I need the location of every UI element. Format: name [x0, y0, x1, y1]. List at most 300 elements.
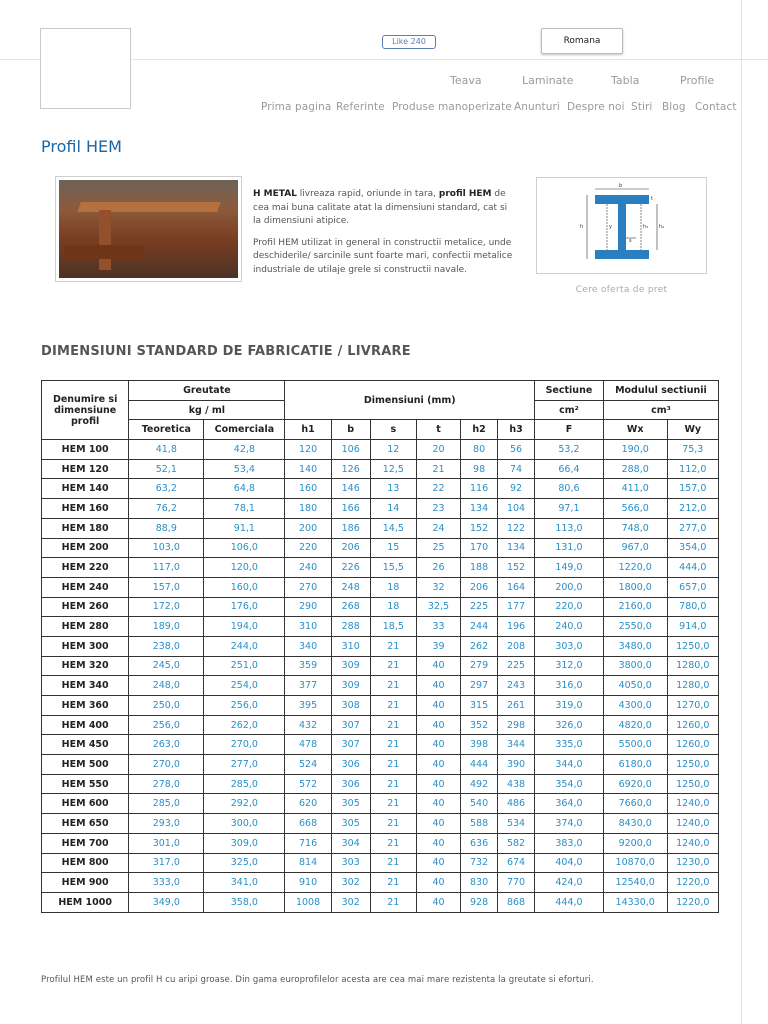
page-title: Profil HEM [41, 137, 122, 156]
header-weight: Greutate [129, 381, 285, 401]
table-cell: 18 [370, 577, 416, 597]
table-cell: 4820,0 [603, 715, 667, 735]
table-cell: 1250,0 [667, 774, 718, 794]
nav-despre-noi[interactable]: Despre noi [567, 101, 625, 113]
table-cell: 620 [285, 794, 331, 814]
table-cell: 78,1 [204, 499, 285, 519]
table-cell: 278,0 [129, 774, 204, 794]
table-cell: 251,0 [204, 656, 285, 676]
nav-anunturi[interactable]: Anunturi [514, 101, 560, 113]
diagram-label-h3: h₃ [643, 224, 649, 230]
table-cell: 716 [285, 833, 331, 853]
profile-name-cell: HEM 180 [42, 518, 129, 538]
table-cell: 830 [461, 873, 498, 893]
table-body [42, 440, 719, 913]
table-cell: 131,0 [535, 538, 604, 558]
table-cell: 374,0 [535, 814, 604, 834]
table-cell: 146 [331, 479, 370, 499]
table-cell: 534 [498, 814, 535, 834]
table-cell: 309 [331, 676, 370, 696]
profile-name-cell: HEM 220 [42, 558, 129, 578]
table-cell: 21 [370, 833, 416, 853]
table-cell: 15 [370, 538, 416, 558]
table-cell: 97,1 [535, 499, 604, 519]
table-cell: 120 [285, 440, 331, 460]
profile-name-cell: HEM 100 [42, 440, 129, 460]
profile-name-cell: HEM 400 [42, 715, 129, 735]
table-cell: 254,0 [204, 676, 285, 696]
profile-name-cell: HEM 260 [42, 597, 129, 617]
table-cell: 780,0 [667, 597, 718, 617]
header-section-unit: cm² [535, 400, 604, 420]
table-cell: 8430,0 [603, 814, 667, 834]
profile-name-cell: HEM 160 [42, 499, 129, 519]
table-cell: 303,0 [535, 636, 604, 656]
profile-name-cell: HEM 500 [42, 755, 129, 775]
table-cell: 2550,0 [603, 617, 667, 637]
table-cell: 270,0 [129, 755, 204, 775]
table-cell: 1260,0 [667, 735, 718, 755]
table-cell: 40 [416, 676, 460, 696]
table-cell: 344,0 [535, 755, 604, 775]
table-cell: 80 [461, 440, 498, 460]
table-cell: 157,0 [667, 479, 718, 499]
intro-text [253, 188, 515, 285]
table-cell: 18 [370, 597, 416, 617]
table-cell: 636 [461, 833, 498, 853]
table-cell: 657,0 [667, 577, 718, 597]
table-cell: 21 [370, 853, 416, 873]
table-cell: 3800,0 [603, 656, 667, 676]
table-cell: 18,5 [370, 617, 416, 637]
section-title: DIMENSIUNI STANDARD DE FABRICATIE / LIVRARE [41, 344, 411, 359]
table-cell: 1230,0 [667, 853, 718, 873]
table-cell: 914,0 [667, 617, 718, 637]
table-row [42, 696, 719, 716]
table-row [42, 833, 719, 853]
table-cell: 140 [285, 459, 331, 479]
table-row [42, 755, 719, 775]
table-cell: 32 [416, 577, 460, 597]
table-cell: 309,0 [204, 833, 285, 853]
table-cell: 1240,0 [667, 833, 718, 853]
table-cell: 302 [331, 873, 370, 893]
profile-name-cell: HEM 450 [42, 735, 129, 755]
table-cell: 20 [416, 440, 460, 460]
table-cell: 770 [498, 873, 535, 893]
table-cell: 298 [498, 715, 535, 735]
column-header: s [370, 420, 416, 440]
table-cell: 53,2 [535, 440, 604, 460]
table-cell: 285,0 [129, 794, 204, 814]
table-cell: 24 [416, 518, 460, 538]
table-cell: 566,0 [603, 499, 667, 519]
nav-laminate[interactable]: Laminate [522, 74, 574, 87]
table-cell: 290 [285, 597, 331, 617]
table-cell: 103,0 [129, 538, 204, 558]
column-header: F [535, 420, 604, 440]
table-cell: 157,0 [129, 577, 204, 597]
table-cell: 14,5 [370, 518, 416, 538]
table-row [42, 617, 719, 637]
table-cell: 1008 [285, 892, 331, 912]
table-cell: 14 [370, 499, 416, 519]
profile-name-cell: HEM 550 [42, 774, 129, 794]
table-cell: 134 [461, 499, 498, 519]
table-cell: 478 [285, 735, 331, 755]
table-cell: 306 [331, 755, 370, 775]
diagram-label-h: h [580, 224, 584, 230]
nav-prima-pagina[interactable]: Prima pagina [261, 101, 332, 113]
table-cell: 309 [331, 656, 370, 676]
table-cell: 359 [285, 656, 331, 676]
table-row [42, 499, 719, 519]
table-cell: 98 [461, 459, 498, 479]
header-modulus: Modulul sectiunii [603, 381, 718, 401]
table-cell: 21 [370, 636, 416, 656]
table-cell: 390 [498, 755, 535, 775]
table-cell: 340 [285, 636, 331, 656]
table-cell: 303 [331, 853, 370, 873]
table-cell: 220,0 [535, 597, 604, 617]
diagram-label-y: y [609, 224, 612, 230]
table-row [42, 873, 719, 893]
table-cell: 106 [331, 440, 370, 460]
table-cell: 268 [331, 597, 370, 617]
table-cell: 1260,0 [667, 715, 718, 735]
table-cell: 285,0 [204, 774, 285, 794]
table-cell: 305 [331, 794, 370, 814]
table-cell: 39 [416, 636, 460, 656]
table-cell: 245,0 [129, 656, 204, 676]
table-cell: 1240,0 [667, 794, 718, 814]
table-cell: 212,0 [667, 499, 718, 519]
table-cell: 152 [461, 518, 498, 538]
table-cell: 325,0 [204, 853, 285, 873]
table-cell: 335,0 [535, 735, 604, 755]
table-cell: 524 [285, 755, 331, 775]
table-cell: 200 [285, 518, 331, 538]
table-cell: 112,0 [667, 459, 718, 479]
table-cell: 42,8 [204, 440, 285, 460]
table-cell: 126 [331, 459, 370, 479]
table-cell: 748,0 [603, 518, 667, 538]
table-cell: 582 [498, 833, 535, 853]
table-cell: 319,0 [535, 696, 604, 716]
profile-name-cell: HEM 240 [42, 577, 129, 597]
table-cell: 23 [416, 499, 460, 519]
table-cell: 40 [416, 814, 460, 834]
table-cell: 186 [331, 518, 370, 538]
brand-name: H METAL [253, 189, 297, 199]
table-cell: 814 [285, 853, 331, 873]
table-cell: 444,0 [535, 892, 604, 912]
table-cell: 364,0 [535, 794, 604, 814]
diagram-label-t: t [651, 196, 653, 202]
table-cell: 486 [498, 794, 535, 814]
table-cell: 21 [370, 715, 416, 735]
table-cell: 41,8 [129, 440, 204, 460]
table-cell: 279 [461, 656, 498, 676]
site-logo[interactable] [40, 28, 131, 109]
table-cell: 166 [331, 499, 370, 519]
footer-note: Profilul HEM este un profil H cu aripi groase. Din gama europrofilelor acesta are cea mai mare rezistenta la greutate si eforturi. [41, 975, 594, 985]
page-border-right [741, 0, 742, 1024]
table-cell: 21 [370, 794, 416, 814]
table-cell: 438 [498, 774, 535, 794]
profile-name-cell: HEM 320 [42, 656, 129, 676]
table-cell: 189,0 [129, 617, 204, 637]
header-modulus-unit: cm³ [603, 400, 718, 420]
table-cell: 668 [285, 814, 331, 834]
table-row [42, 735, 719, 755]
table-cell: 21 [370, 676, 416, 696]
table-cell: 25 [416, 538, 460, 558]
table-cell: 180 [285, 499, 331, 519]
nav-contact[interactable]: Contact [695, 101, 737, 113]
table-cell: 967,0 [603, 538, 667, 558]
intro-paragraph-2: Profil HEM utilizat in general in constructii metalice, unde deschiderile/ sarcinile sunt foarte mari, confectii metalice industriale de utilaje grele si constructii navale. [253, 237, 513, 275]
table-cell: 104 [498, 499, 535, 519]
table-cell: 120,0 [204, 558, 285, 578]
table-cell: 9200,0 [603, 833, 667, 853]
table-cell: 317,0 [129, 853, 204, 873]
table-cell: 64,8 [204, 479, 285, 499]
table-cell: 190,0 [603, 440, 667, 460]
table-cell: 263,0 [129, 735, 204, 755]
table-cell: 106,0 [204, 538, 285, 558]
table-row [42, 440, 719, 460]
profile-name-cell: HEM 700 [42, 833, 129, 853]
table-cell: 250,0 [129, 696, 204, 716]
table-cell: 307 [331, 715, 370, 735]
table-cell: 424,0 [535, 873, 604, 893]
table-cell: 238,0 [129, 636, 204, 656]
table-cell: 33 [416, 617, 460, 637]
table-row [42, 774, 719, 794]
table-cell: 53,4 [204, 459, 285, 479]
table-cell: 2160,0 [603, 597, 667, 617]
table-row [42, 577, 719, 597]
profile-name-cell: HEM 300 [42, 636, 129, 656]
table-cell: 306 [331, 774, 370, 794]
table-cell: 288,0 [603, 459, 667, 479]
table-cell: 40 [416, 755, 460, 775]
table-cell: 261 [498, 696, 535, 716]
nav-teava[interactable]: Teava [450, 74, 482, 87]
table-cell: 194,0 [204, 617, 285, 637]
table-cell: 117,0 [129, 558, 204, 578]
table-cell: 3480,0 [603, 636, 667, 656]
table-cell: 1220,0 [667, 873, 718, 893]
table-cell: 248 [331, 577, 370, 597]
table-cell: 176,0 [204, 597, 285, 617]
table-cell: 928 [461, 892, 498, 912]
table-cell: 80,6 [535, 479, 604, 499]
column-header: h2 [461, 420, 498, 440]
profile-name-cell: HEM 120 [42, 459, 129, 479]
nav-referinte[interactable]: Referinte [336, 101, 385, 113]
table-cell: 1280,0 [667, 656, 718, 676]
table-cell: 256,0 [129, 715, 204, 735]
table-cell: 588 [461, 814, 498, 834]
header-section: Sectiune [535, 381, 604, 401]
table-cell: 312,0 [535, 656, 604, 676]
profile-diagram [536, 177, 707, 274]
table-cell: 444,0 [667, 558, 718, 578]
table-cell: 152 [498, 558, 535, 578]
table-cell: 92 [498, 479, 535, 499]
table-cell: 225 [498, 656, 535, 676]
table-cell: 21 [370, 656, 416, 676]
table-cell: 22 [416, 479, 460, 499]
table-cell: 177 [498, 597, 535, 617]
table-cell: 352 [461, 715, 498, 735]
table-cell: 341,0 [204, 873, 285, 893]
intro-text-a: livreaza rapid, oriunde in tara, [296, 189, 439, 199]
table-row [42, 676, 719, 696]
table-row [42, 656, 719, 676]
table-cell: 116 [461, 479, 498, 499]
header-name: Denumire si dimensiune profil [42, 381, 129, 440]
column-header: Teoretica [129, 420, 204, 440]
table-cell: 244 [461, 617, 498, 637]
nav-blog[interactable]: Blog [662, 101, 686, 113]
column-header: Wx [603, 420, 667, 440]
table-cell: 40 [416, 656, 460, 676]
table-row [42, 715, 719, 735]
column-header: h1 [285, 420, 331, 440]
table-cell: 26 [416, 558, 460, 578]
table-cell: 21 [370, 735, 416, 755]
table-cell: 315 [461, 696, 498, 716]
table-row [42, 597, 719, 617]
table-row [42, 479, 719, 499]
table-cell: 172,0 [129, 597, 204, 617]
table-row [42, 518, 719, 538]
table-cell: 12540,0 [603, 873, 667, 893]
table-cell: 7660,0 [603, 794, 667, 814]
table-cell: 15,5 [370, 558, 416, 578]
table-cell: 270 [285, 577, 331, 597]
table-row [42, 794, 719, 814]
table-cell: 240 [285, 558, 331, 578]
table-cell: 297 [461, 676, 498, 696]
table-cell: 333,0 [129, 873, 204, 893]
column-header: Comerciala [204, 420, 285, 440]
table-cell: 160 [285, 479, 331, 499]
table-cell: 293,0 [129, 814, 204, 834]
request-offer-link[interactable]: Cere oferta de pret [575, 285, 668, 295]
table-cell: 5500,0 [603, 735, 667, 755]
table-cell: 868 [498, 892, 535, 912]
table-cell: 244,0 [204, 636, 285, 656]
table-cell: 248,0 [129, 676, 204, 696]
table-cell: 1250,0 [667, 636, 718, 656]
table-cell: 149,0 [535, 558, 604, 578]
table-cell: 300,0 [204, 814, 285, 834]
table-cell: 76,2 [129, 499, 204, 519]
table-cell: 540 [461, 794, 498, 814]
like-button[interactable]: Like 240 [382, 35, 436, 49]
table-cell: 910 [285, 873, 331, 893]
dimensions-table [41, 380, 719, 913]
nav-tabla[interactable]: Tabla [611, 74, 640, 87]
profile-name-cell: HEM 200 [42, 538, 129, 558]
profile-name-cell: HEM 1000 [42, 892, 129, 912]
header-weight-unit: kg / ml [129, 400, 285, 420]
table-cell: 113,0 [535, 518, 604, 538]
table-row [42, 538, 719, 558]
column-header: b [331, 420, 370, 440]
table-cell: 40 [416, 853, 460, 873]
table-cell: 196 [498, 617, 535, 637]
table-cell: 377 [285, 676, 331, 696]
table-cell: 6920,0 [603, 774, 667, 794]
table-cell: 256,0 [204, 696, 285, 716]
diagram-label-s: s [629, 238, 632, 244]
table-cell: 40 [416, 696, 460, 716]
table-cell: 134 [498, 538, 535, 558]
column-header: t [416, 420, 460, 440]
profile-name-cell: HEM 800 [42, 853, 129, 873]
language-selector[interactable]: Romana [541, 28, 623, 54]
table-cell: 40 [416, 715, 460, 735]
nav-produse-manoperizate[interactable]: Produse manoperizate [392, 101, 512, 113]
table-cell: 88,9 [129, 518, 204, 538]
table-cell: 308 [331, 696, 370, 716]
table-cell: 10870,0 [603, 853, 667, 873]
table-cell: 301,0 [129, 833, 204, 853]
nav-stiri[interactable]: Stiri [631, 101, 653, 113]
table-cell: 1240,0 [667, 814, 718, 834]
table-cell: 220 [285, 538, 331, 558]
table-cell: 354,0 [535, 774, 604, 794]
table-cell: 444 [461, 755, 498, 775]
table-cell: 1280,0 [667, 676, 718, 696]
table-cell: 305 [331, 814, 370, 834]
nav-profile[interactable]: Profile [680, 74, 715, 87]
table-cell: 6180,0 [603, 755, 667, 775]
table-cell: 277,0 [204, 755, 285, 775]
table-cell: 63,2 [129, 479, 204, 499]
table-cell: 1220,0 [603, 558, 667, 578]
table-cell: 358,0 [204, 892, 285, 912]
table-cell: 21 [370, 814, 416, 834]
profile-name-cell: HEM 140 [42, 479, 129, 499]
table-cell: 225 [461, 597, 498, 617]
table-cell: 21 [370, 696, 416, 716]
table-cell: 411,0 [603, 479, 667, 499]
table-cell: 206 [331, 538, 370, 558]
table-cell: 122 [498, 518, 535, 538]
column-header: Wy [667, 420, 718, 440]
diagram-label-h2: h₂ [659, 224, 665, 230]
table-cell: 66,4 [535, 459, 604, 479]
table-cell: 1800,0 [603, 577, 667, 597]
table-row [42, 853, 719, 873]
table-cell: 32,5 [416, 597, 460, 617]
table-cell: 243 [498, 676, 535, 696]
table-cell: 170 [461, 538, 498, 558]
profile-name-cell: HEM 900 [42, 873, 129, 893]
table-cell: 160,0 [204, 577, 285, 597]
table-cell: 40 [416, 794, 460, 814]
column-header: h3 [498, 420, 535, 440]
table-row [42, 892, 719, 912]
table-cell: 4300,0 [603, 696, 667, 716]
table-cell: 188 [461, 558, 498, 578]
